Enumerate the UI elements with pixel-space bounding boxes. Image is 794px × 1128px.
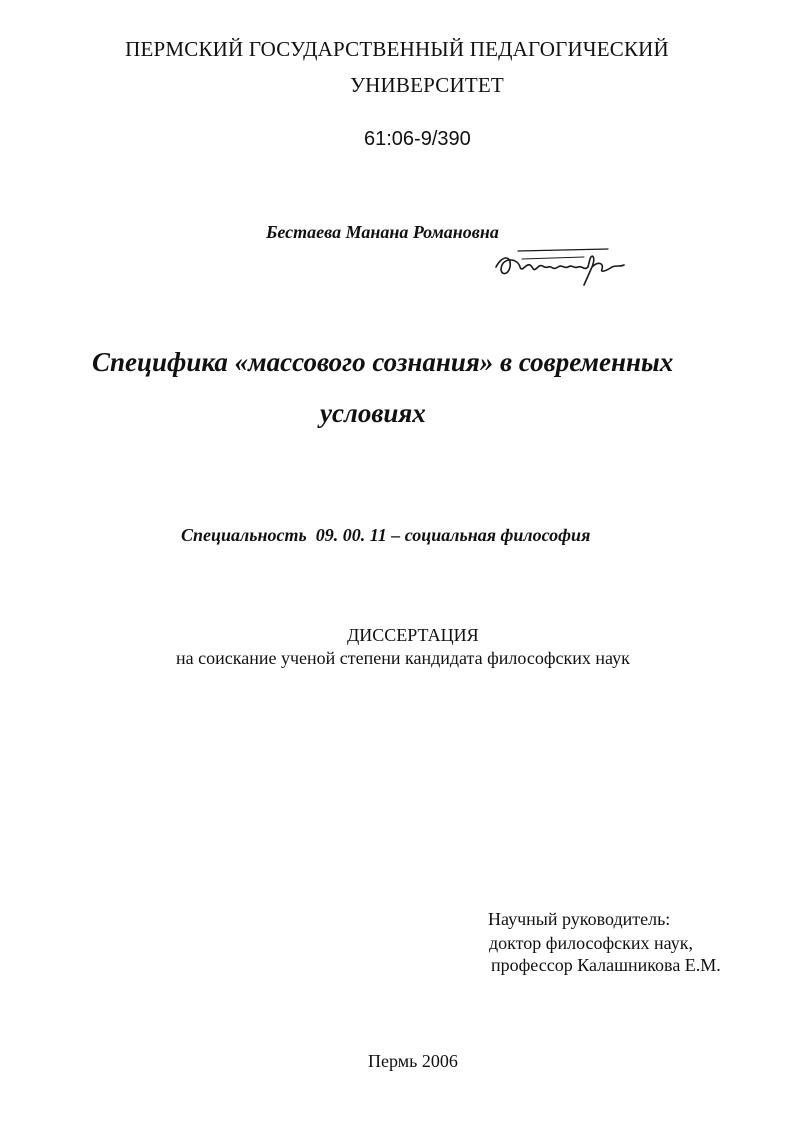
dissertation-title-line2: условиях <box>320 398 426 428</box>
supervisor-degree: доктор философских наук, <box>489 933 693 953</box>
university-name-line1: ПЕРМСКИЙ ГОСУДАРСТВЕННЫЙ ПЕДАГОГИЧЕСКИЙ <box>125 37 669 61</box>
specialty: Специальность 09. 00. 11 – социальная философия <box>181 525 591 545</box>
city-year: Пермь 2006 <box>368 1051 458 1071</box>
supervisor-label: Научный руководитель: <box>488 909 671 929</box>
signature-icon <box>488 237 638 292</box>
dissertation-title-line1: Специфика «массового сознания» в современных <box>92 347 674 377</box>
dissertation-label: ДИССЕРТАЦИЯ <box>347 625 479 645</box>
dissertation-subtitle: на соискание ученой степени кандидата философских наук <box>176 648 630 668</box>
author-name: Бестаева Манана Романовна <box>266 222 499 242</box>
catalog-code: 61:06-9/390 <box>364 128 471 150</box>
supervisor-name: профессор Калашникова Е.М. <box>491 955 721 975</box>
university-name-line2: УНИВЕРСИТЕТ <box>350 73 504 97</box>
